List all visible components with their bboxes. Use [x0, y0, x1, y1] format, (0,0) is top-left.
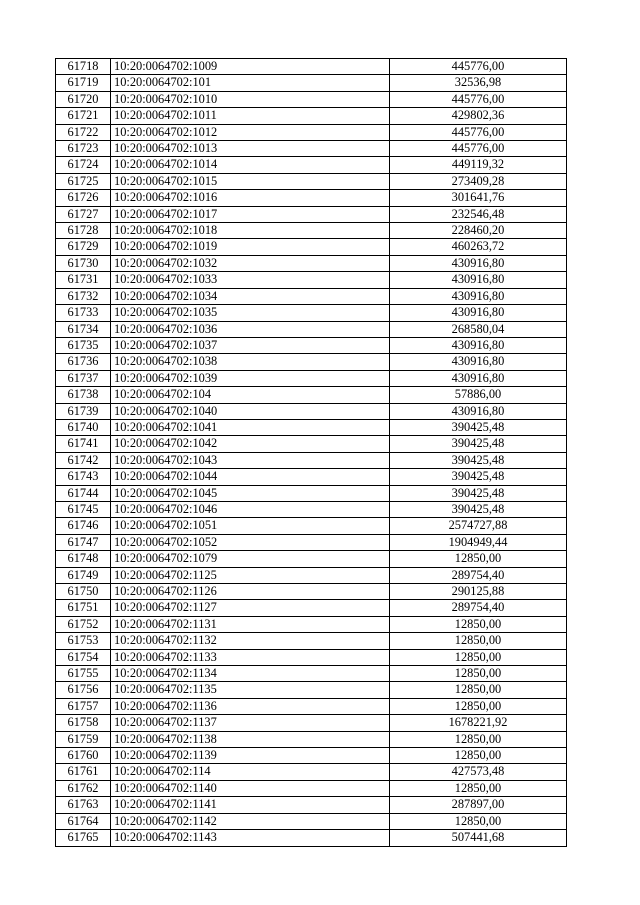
row-number-cell: 61753 — [56, 633, 111, 649]
cadastral-number-cell: 10:20:0064702:1010 — [111, 91, 390, 107]
cadastral-number-cell: 10:20:0064702:1043 — [111, 452, 390, 468]
cadastral-number-cell: 10:20:0064702:1033 — [111, 272, 390, 288]
cadastral-value-cell: 390425,48 — [390, 419, 567, 435]
cadastral-number-cell: 10:20:0064702:1143 — [111, 830, 390, 846]
table-row — [56, 190, 567, 206]
table-row — [56, 141, 567, 157]
row-number-cell: 61736 — [56, 354, 111, 370]
table-body — [56, 59, 567, 847]
cadastral-value-cell: 12850,00 — [390, 780, 567, 796]
table-row — [56, 173, 567, 189]
row-number-cell: 61758 — [56, 715, 111, 731]
table-row — [56, 813, 567, 829]
row-number-cell: 61744 — [56, 485, 111, 501]
row-number-cell: 61743 — [56, 469, 111, 485]
cadastral-number-cell: 10:20:0064702:1131 — [111, 616, 390, 632]
table-row — [56, 584, 567, 600]
cadastral-number-cell: 10:20:0064702:1018 — [111, 223, 390, 239]
row-number-cell: 61765 — [56, 830, 111, 846]
cadastral-number-cell: 10:20:0064702:1051 — [111, 518, 390, 534]
cadastral-value-cell: 460263,72 — [390, 239, 567, 255]
table-row — [56, 305, 567, 321]
cadastral-number-cell: 10:20:0064702:1125 — [111, 567, 390, 583]
row-number-cell: 61742 — [56, 452, 111, 468]
cadastral-number-cell: 10:20:0064702:1035 — [111, 305, 390, 321]
cadastral-number-cell: 10:20:0064702:1017 — [111, 206, 390, 222]
table-row — [56, 551, 567, 567]
cadastral-number-cell: 10:20:0064702:1009 — [111, 59, 390, 75]
table-row — [56, 830, 567, 846]
cadastral-number-cell: 10:20:0064702:1014 — [111, 157, 390, 173]
cadastral-value-cell: 390425,48 — [390, 501, 567, 517]
cadastral-value-cell: 12850,00 — [390, 698, 567, 714]
cadastral-number-cell: 10:20:0064702:1037 — [111, 337, 390, 353]
table-row — [56, 633, 567, 649]
row-number-cell: 61734 — [56, 321, 111, 337]
cadastral-value-cell: 228460,20 — [390, 223, 567, 239]
cadastral-number-cell: 10:20:0064702:1139 — [111, 748, 390, 764]
cadastral-value-cell: 430916,80 — [390, 288, 567, 304]
table-row — [56, 518, 567, 534]
cadastral-number-cell: 10:20:0064702:1045 — [111, 485, 390, 501]
row-number-cell: 61748 — [56, 551, 111, 567]
table-row — [56, 239, 567, 255]
cadastral-value-cell: 12850,00 — [390, 682, 567, 698]
cadastral-number-cell: 10:20:0064702:1142 — [111, 813, 390, 829]
table-row — [56, 206, 567, 222]
cadastral-value-cell: 12850,00 — [390, 633, 567, 649]
table-row — [56, 288, 567, 304]
row-number-cell: 61741 — [56, 436, 111, 452]
cadastral-value-cell: 430916,80 — [390, 272, 567, 288]
cadastral-number-cell: 10:20:0064702:1032 — [111, 255, 390, 271]
cadastral-number-cell: 10:20:0064702:1132 — [111, 633, 390, 649]
table-row — [56, 485, 567, 501]
table-row — [56, 469, 567, 485]
row-number-cell: 61749 — [56, 567, 111, 583]
cadastral-number-cell: 10:20:0064702:1137 — [111, 715, 390, 731]
cadastral-number-cell: 10:20:0064702:1052 — [111, 534, 390, 550]
cadastral-number-cell: 10:20:0064702:114 — [111, 764, 390, 780]
cadastral-value-cell: 232546,48 — [390, 206, 567, 222]
table-row — [56, 354, 567, 370]
row-number-cell: 61737 — [56, 370, 111, 386]
cadastral-number-cell: 10:20:0064702:1036 — [111, 321, 390, 337]
cadastral-number-cell: 10:20:0064702:104 — [111, 387, 390, 403]
table-row — [56, 731, 567, 747]
cadastral-value-cell: 1904949,44 — [390, 534, 567, 550]
table-row — [56, 321, 567, 337]
row-number-cell: 61718 — [56, 59, 111, 75]
table-row — [56, 223, 567, 239]
cadastral-number-cell: 10:20:0064702:101 — [111, 75, 390, 91]
cadastral-value-cell: 430916,80 — [390, 354, 567, 370]
row-number-cell: 61719 — [56, 75, 111, 91]
table-row — [56, 436, 567, 452]
row-number-cell: 61762 — [56, 780, 111, 796]
row-number-cell: 61739 — [56, 403, 111, 419]
table-row — [56, 797, 567, 813]
cadastral-value-cell: 427573,48 — [390, 764, 567, 780]
cadastral-value-cell: 290125,88 — [390, 584, 567, 600]
table-row — [56, 616, 567, 632]
cadastral-number-cell: 10:20:0064702:1127 — [111, 600, 390, 616]
cadastral-number-cell: 10:20:0064702:1039 — [111, 370, 390, 386]
row-number-cell: 61761 — [56, 764, 111, 780]
cadastral-number-cell: 10:20:0064702:1079 — [111, 551, 390, 567]
cadastral-number-cell: 10:20:0064702:1011 — [111, 108, 390, 124]
table-row — [56, 157, 567, 173]
cadastral-value-cell: 390425,48 — [390, 452, 567, 468]
cadastral-value-cell: 12850,00 — [390, 813, 567, 829]
table-row — [56, 91, 567, 107]
row-number-cell: 61746 — [56, 518, 111, 534]
table-row — [56, 337, 567, 353]
table-row — [56, 715, 567, 731]
row-number-cell: 61751 — [56, 600, 111, 616]
cadastral-value-cell: 32536,98 — [390, 75, 567, 91]
row-number-cell: 61729 — [56, 239, 111, 255]
cadastral-number-cell: 10:20:0064702:1038 — [111, 354, 390, 370]
cadastral-number-cell: 10:20:0064702:1046 — [111, 501, 390, 517]
cadastral-value-cell: 301641,76 — [390, 190, 567, 206]
table-row — [56, 272, 567, 288]
row-number-cell: 61727 — [56, 206, 111, 222]
cadastral-value-cell: 390425,48 — [390, 469, 567, 485]
cadastral-number-cell: 10:20:0064702:1138 — [111, 731, 390, 747]
row-number-cell: 61725 — [56, 173, 111, 189]
row-number-cell: 61763 — [56, 797, 111, 813]
row-number-cell: 61757 — [56, 698, 111, 714]
cadastral-value-cell: 12850,00 — [390, 649, 567, 665]
cadastral-value-cell: 12850,00 — [390, 616, 567, 632]
cadastral-value-cell: 430916,80 — [390, 370, 567, 386]
table-row — [56, 764, 567, 780]
cadastral-value-table — [55, 58, 567, 847]
table-row — [56, 534, 567, 550]
cadastral-number-cell: 10:20:0064702:1133 — [111, 649, 390, 665]
row-number-cell: 61755 — [56, 666, 111, 682]
row-number-cell: 61722 — [56, 124, 111, 140]
row-number-cell: 61754 — [56, 649, 111, 665]
row-number-cell: 61730 — [56, 255, 111, 271]
cadastral-value-cell: 12850,00 — [390, 731, 567, 747]
row-number-cell: 61764 — [56, 813, 111, 829]
cadastral-number-cell: 10:20:0064702:1041 — [111, 419, 390, 435]
row-number-cell: 61745 — [56, 501, 111, 517]
cadastral-value-cell: 12850,00 — [390, 666, 567, 682]
cadastral-number-cell: 10:20:0064702:1040 — [111, 403, 390, 419]
cadastral-number-cell: 10:20:0064702:1134 — [111, 666, 390, 682]
row-number-cell: 61752 — [56, 616, 111, 632]
cadastral-number-cell: 10:20:0064702:1141 — [111, 797, 390, 813]
cadastral-value-cell: 273409,28 — [390, 173, 567, 189]
row-number-cell: 61760 — [56, 748, 111, 764]
cadastral-value-cell: 430916,80 — [390, 337, 567, 353]
row-number-cell: 61733 — [56, 305, 111, 321]
cadastral-number-cell: 10:20:0064702:1136 — [111, 698, 390, 714]
cadastral-value-cell: 12850,00 — [390, 551, 567, 567]
table-row — [56, 748, 567, 764]
table-row — [56, 124, 567, 140]
cadastral-value-cell: 445776,00 — [390, 124, 567, 140]
table-row — [56, 682, 567, 698]
cadastral-number-cell: 10:20:0064702:1140 — [111, 780, 390, 796]
cadastral-value-cell: 445776,00 — [390, 141, 567, 157]
row-number-cell: 61726 — [56, 190, 111, 206]
table-row — [56, 501, 567, 517]
cadastral-value-cell: 2574727,88 — [390, 518, 567, 534]
row-number-cell: 61732 — [56, 288, 111, 304]
cadastral-number-cell: 10:20:0064702:1013 — [111, 141, 390, 157]
table-row — [56, 780, 567, 796]
cadastral-value-cell: 268580,04 — [390, 321, 567, 337]
row-number-cell: 61759 — [56, 731, 111, 747]
cadastral-value-cell: 287897,00 — [390, 797, 567, 813]
row-number-cell: 61750 — [56, 584, 111, 600]
row-number-cell: 61735 — [56, 337, 111, 353]
table-row — [56, 59, 567, 75]
cadastral-value-cell: 445776,00 — [390, 91, 567, 107]
table-row — [56, 567, 567, 583]
row-number-cell: 61724 — [56, 157, 111, 173]
cadastral-value-cell: 430916,80 — [390, 305, 567, 321]
cadastral-number-cell: 10:20:0064702:1042 — [111, 436, 390, 452]
cadastral-value-cell: 390425,48 — [390, 485, 567, 501]
table-row — [56, 75, 567, 91]
cadastral-number-cell: 10:20:0064702:1016 — [111, 190, 390, 206]
cadastral-value-cell: 429802,36 — [390, 108, 567, 124]
table-row — [56, 370, 567, 386]
cadastral-value-cell: 289754,40 — [390, 567, 567, 583]
row-number-cell: 61740 — [56, 419, 111, 435]
row-number-cell: 61747 — [56, 534, 111, 550]
cadastral-number-cell: 10:20:0064702:1012 — [111, 124, 390, 140]
table-row — [56, 255, 567, 271]
cadastral-number-cell: 10:20:0064702:1126 — [111, 584, 390, 600]
cadastral-value-cell: 390425,48 — [390, 436, 567, 452]
cadastral-value-cell: 57886,00 — [390, 387, 567, 403]
table-row — [56, 108, 567, 124]
cadastral-number-cell: 10:20:0064702:1019 — [111, 239, 390, 255]
cadastral-value-cell: 507441,68 — [390, 830, 567, 846]
row-number-cell: 61738 — [56, 387, 111, 403]
cadastral-number-cell: 10:20:0064702:1034 — [111, 288, 390, 304]
table-row — [56, 452, 567, 468]
table-row — [56, 387, 567, 403]
row-number-cell: 61723 — [56, 141, 111, 157]
cadastral-value-cell: 1678221,92 — [390, 715, 567, 731]
cadastral-value-cell: 12850,00 — [390, 748, 567, 764]
cadastral-number-cell: 10:20:0064702:1015 — [111, 173, 390, 189]
cadastral-value-cell: 289754,40 — [390, 600, 567, 616]
row-number-cell: 61721 — [56, 108, 111, 124]
cadastral-value-cell: 430916,80 — [390, 255, 567, 271]
table-row — [56, 419, 567, 435]
row-number-cell: 61728 — [56, 223, 111, 239]
row-number-cell: 61720 — [56, 91, 111, 107]
cadastral-value-cell: 449119,32 — [390, 157, 567, 173]
cadastral-number-cell: 10:20:0064702:1135 — [111, 682, 390, 698]
table-row — [56, 698, 567, 714]
table-row — [56, 666, 567, 682]
row-number-cell: 61756 — [56, 682, 111, 698]
cadastral-value-cell: 430916,80 — [390, 403, 567, 419]
cadastral-value-cell: 445776,00 — [390, 59, 567, 75]
table-row — [56, 403, 567, 419]
cadastral-number-cell: 10:20:0064702:1044 — [111, 469, 390, 485]
row-number-cell: 61731 — [56, 272, 111, 288]
table-row — [56, 649, 567, 665]
table-row — [56, 600, 567, 616]
